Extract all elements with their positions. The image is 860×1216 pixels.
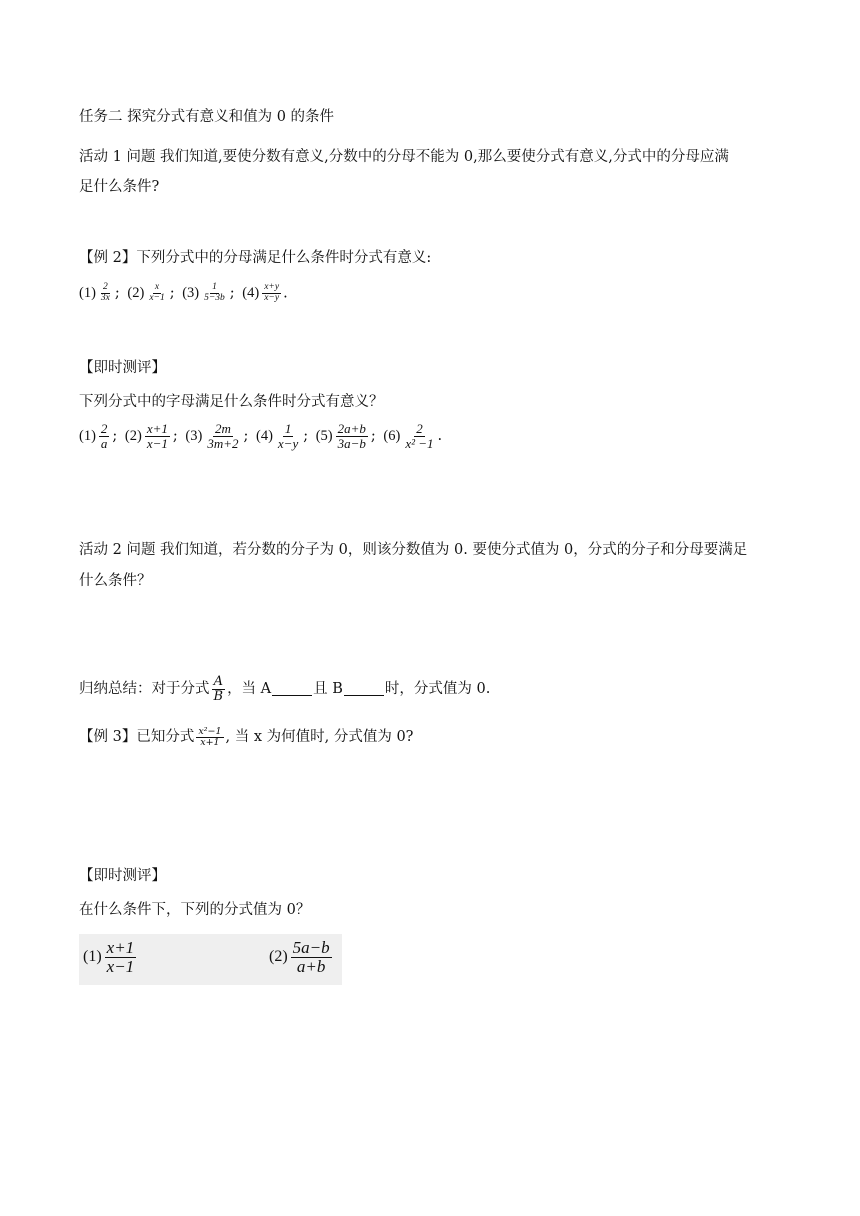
- quiz1-heading: 【即时测评】: [79, 360, 166, 376]
- quiz1-item-2: (2) $\frac{x+1}{x-1}$: [124, 421, 168, 451]
- example2-formulas: (1) $\frac{2}{3x}$ ; (2) $\frac{x}{x-1}$ ; (3) $\frac{1}{5-3b}$ ; (4) $\frac{x+y}{x-y}$ .: [79, 282, 288, 303]
- quiz1-formulas: (1) $\frac{2}{a}$ ; (2) $\frac{x+1}{x-1}$ ; (3) $\frac{2m}{3m+2}$ ; (4) $\frac{1}{x-y}$ ; (5) $\frac{2a+b}{3a-b}$ ; (6) $\frac{2}{\text{x² −1}}$ .: [79, 421, 443, 451]
- example3-fraction: $\frac{\text{x²−1}}{x+1}$: [198, 725, 222, 748]
- activity1-text-line1: 活动 1 问题 我们知道,要使分数有意义,分数中的分母不能为 0,那么要使分式有意义,分式中的分母应满: [79, 149, 729, 165]
- quiz1-item-5: (5) $\frac{2a+b}{3a-b}$: [315, 421, 366, 451]
- quiz2-formula-box: [79, 934, 342, 985]
- answer-blank-1[interactable]: [272, 682, 312, 696]
- example2-item-1: (1) $\frac{2}{3x}$: [79, 282, 110, 303]
- summary-line: 归纳总结：对于分式 $\frac{A}{B}$ ，当 A 且 B 时，分式值为 0.: [79, 673, 491, 704]
- quiz2-item-2: (2) $\frac{5a-b}{a+b}$: [269, 938, 330, 976]
- answer-blank-2[interactable]: [344, 682, 384, 696]
- quiz1-item-3: (3) $\frac{2m}{3m+2}$: [185, 421, 239, 451]
- task2-title: 任务二 探究分式有意义和值为 0 的条件: [79, 109, 335, 125]
- activity2-text-line2: 什么条件？: [79, 573, 152, 589]
- example2-item-3: (3) $\frac{1}{5-3b}$: [182, 282, 225, 303]
- example2-heading: 【例 2】下列分式中的分母满足什么条件时分式有意义:: [79, 250, 432, 266]
- quiz1-item-1: (1) $\frac{2}{a}$: [79, 421, 108, 451]
- quiz2-item-1: (1) $\frac{x+1}{x-1}$: [83, 938, 135, 976]
- activity2-text-line1: 活动 2 问题 我们知道，若分数的分子为 0，则该分数值为 0. 要使分式值为 0，分式的分子和分母要满足: [79, 542, 748, 558]
- quiz1-item-6: (6) $\frac{2}{\text{x² −1}}$: [383, 421, 434, 451]
- quiz1-item-4: (4) $\frac{1}{x-y}$: [255, 421, 299, 451]
- quiz2-question: 在什么条件下，下列的分式值为 0？: [79, 902, 311, 918]
- example2-item-2: (2) $\frac{x}{x-1}$: [127, 282, 165, 303]
- quiz2-heading: 【即时测评】: [79, 868, 166, 884]
- example2-item-4: (4) $\frac{x+y}{x-y}$: [242, 282, 280, 303]
- quiz1-question: 下列分式中的字母满足什么条件时分式有意义？: [79, 394, 384, 410]
- example3-line: 【例 3】已知分式 $\frac{\text{x²−1}}{x+1}$ , 当 x 为何值时, 分式值为 0?: [79, 725, 414, 748]
- activity1-text-line2: 足什么条件?: [79, 179, 160, 195]
- summary-fraction: $\frac{A}{B}$: [213, 673, 224, 704]
